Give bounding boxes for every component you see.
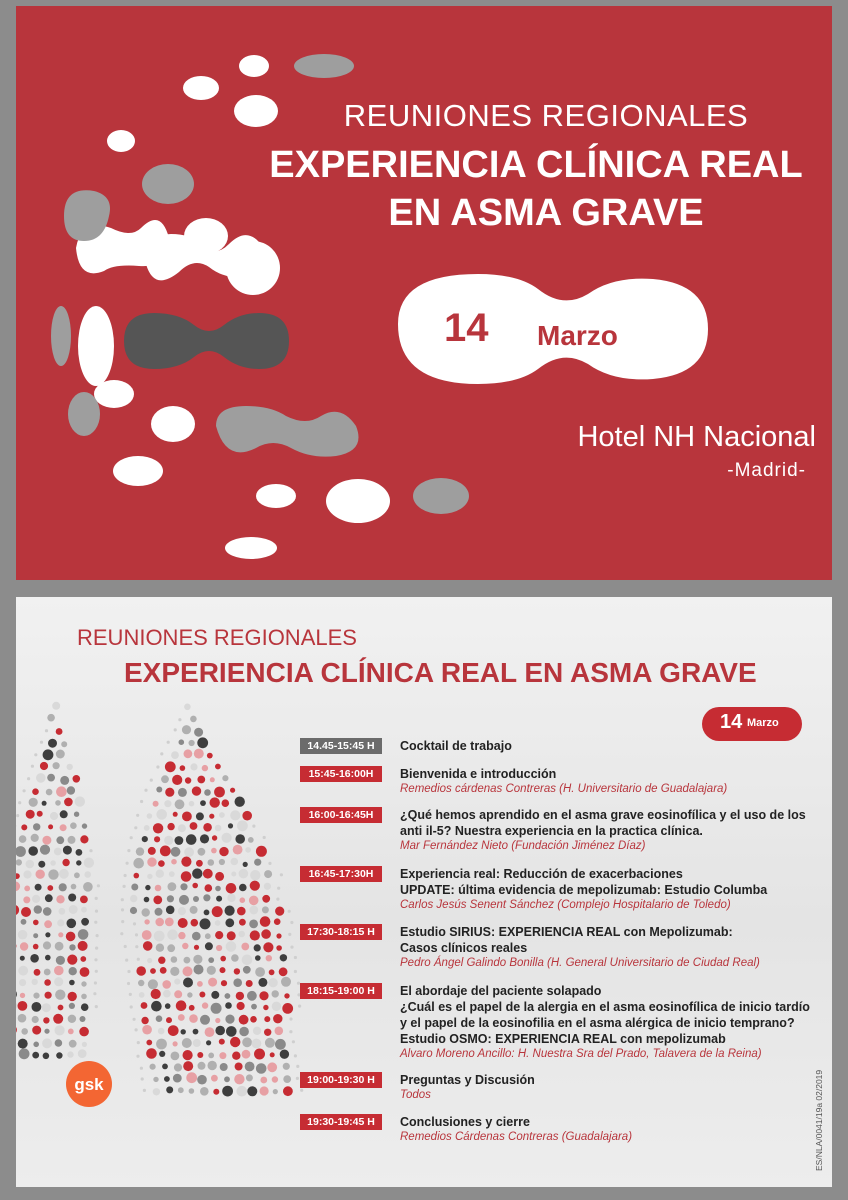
agenda-item-title: Experiencia real: Reducción de exacerbaciones [400, 867, 683, 881]
cover-title-line1: EXPERIENCIA CLÍNICA REAL [269, 144, 803, 186]
agenda-item-title: ¿Cuál es el papel de la alergia en el asma eosinofílica de inicio tardío [400, 1000, 810, 1014]
time-badge: 18:15-19:00 H [300, 983, 382, 999]
time-badge: 15:45-16:00H [300, 766, 382, 782]
agenda-item-title: Preguntas y Discusión [400, 1073, 535, 1087]
dotted-sphere-graphic [16, 6, 832, 580]
agenda-item [400, 924, 810, 971]
agenda-item [400, 766, 810, 797]
agenda-title: EXPERIENCIA CLÍNICA REAL EN ASMA GRAVE [124, 657, 757, 688]
agenda-item-speaker: Pedro Ángel Galindo Bonilla (H. General Universitario de Ciudad Real) [400, 957, 760, 969]
agenda-item-speaker: Todos [400, 1089, 431, 1101]
agenda-date-month: Marzo [747, 717, 779, 729]
agenda-item-speaker: Remedios Cárdenas Contreras (Guadalajara) [400, 1131, 633, 1143]
agenda-item-speaker: Mar Fernández Nieto (Fundación Jiménez Díaz) [400, 840, 646, 852]
agenda-card [16, 597, 832, 1187]
gsk-logo-text: gsk [74, 1075, 104, 1094]
agenda-item-title: anti il-5? Nuestra experiencia en la practica clínica. [400, 824, 703, 838]
agenda-item-title: Cocktail de trabajo [400, 739, 512, 753]
cover-venue: Hotel NH Nacional [577, 421, 816, 453]
agenda-item-speaker: Alvaro Moreno Ancillo: H. Nuestra Sra del Prado, Talavera de la Reina) [400, 1048, 762, 1060]
agenda-item-title: UPDATE: última evidencia de mepolizumab: Estudio Columba [400, 883, 768, 897]
agenda-item-title: Casos clínicos reales [400, 941, 528, 955]
agenda-date-day: 14 [720, 711, 743, 733]
cover-kicker: REUNIONES REGIONALES [343, 98, 749, 133]
time-badge: 14.45-15:45 H [300, 738, 382, 754]
cover-title-line2: EN ASMA GRAVE [388, 192, 704, 234]
cover-date-day: 14 [444, 306, 489, 350]
time-badge: 17:30-18:15 H [300, 924, 382, 940]
time-badge: 16:45-17:30H [300, 866, 382, 882]
cover-card [16, 6, 832, 580]
document-code: ES/NLA/0041/19a 02/2019 [814, 1069, 824, 1171]
cover-city: -Madrid- [727, 460, 806, 481]
agenda-item [400, 983, 810, 1062]
agenda-item-title: Estudio OSMO: EXPERIENCIA REAL con mepolizumab [400, 1032, 726, 1046]
agenda-kicker: REUNIONES REGIONALES [77, 625, 357, 650]
time-badge: 19:00-19:30 H [300, 1072, 382, 1088]
agenda-item [400, 1114, 810, 1145]
agenda-item-speaker: Carlos Jesús Senent Sánchez (Complejo Hospitalario de Toledo) [400, 899, 731, 911]
agenda-item-title: El abordaje del paciente solapado [400, 984, 602, 998]
time-badge: 19:30-19:45 H [300, 1114, 382, 1130]
agenda-item-title: y el papel de la eosinofilia en el asma alérgica de inicio temprano? [400, 1016, 795, 1030]
agenda-item-title: Conclusiones y cierre [400, 1115, 530, 1129]
gsk-logo [64, 1059, 114, 1109]
agenda-item [400, 738, 810, 754]
agenda-item [400, 866, 810, 913]
agenda-item-title: Bienvenida e introducción [400, 767, 557, 781]
agenda-item [400, 1072, 810, 1103]
agenda-item [400, 807, 810, 854]
time-badge: 16:00-16:45H [300, 807, 382, 823]
agenda-item-title: ¿Qué hemos aprendido en el asma grave eosinofílica y el uso de los [400, 808, 806, 822]
agenda-item-speaker: Remedios cárdenas Contreras (H. Universitario de Guadalajara) [400, 783, 728, 795]
cover-date-month: Marzo [537, 320, 618, 351]
agenda-item-title: Estudio SIRIUS: EXPERIENCIA REAL con Mepolizumab: [400, 925, 733, 939]
